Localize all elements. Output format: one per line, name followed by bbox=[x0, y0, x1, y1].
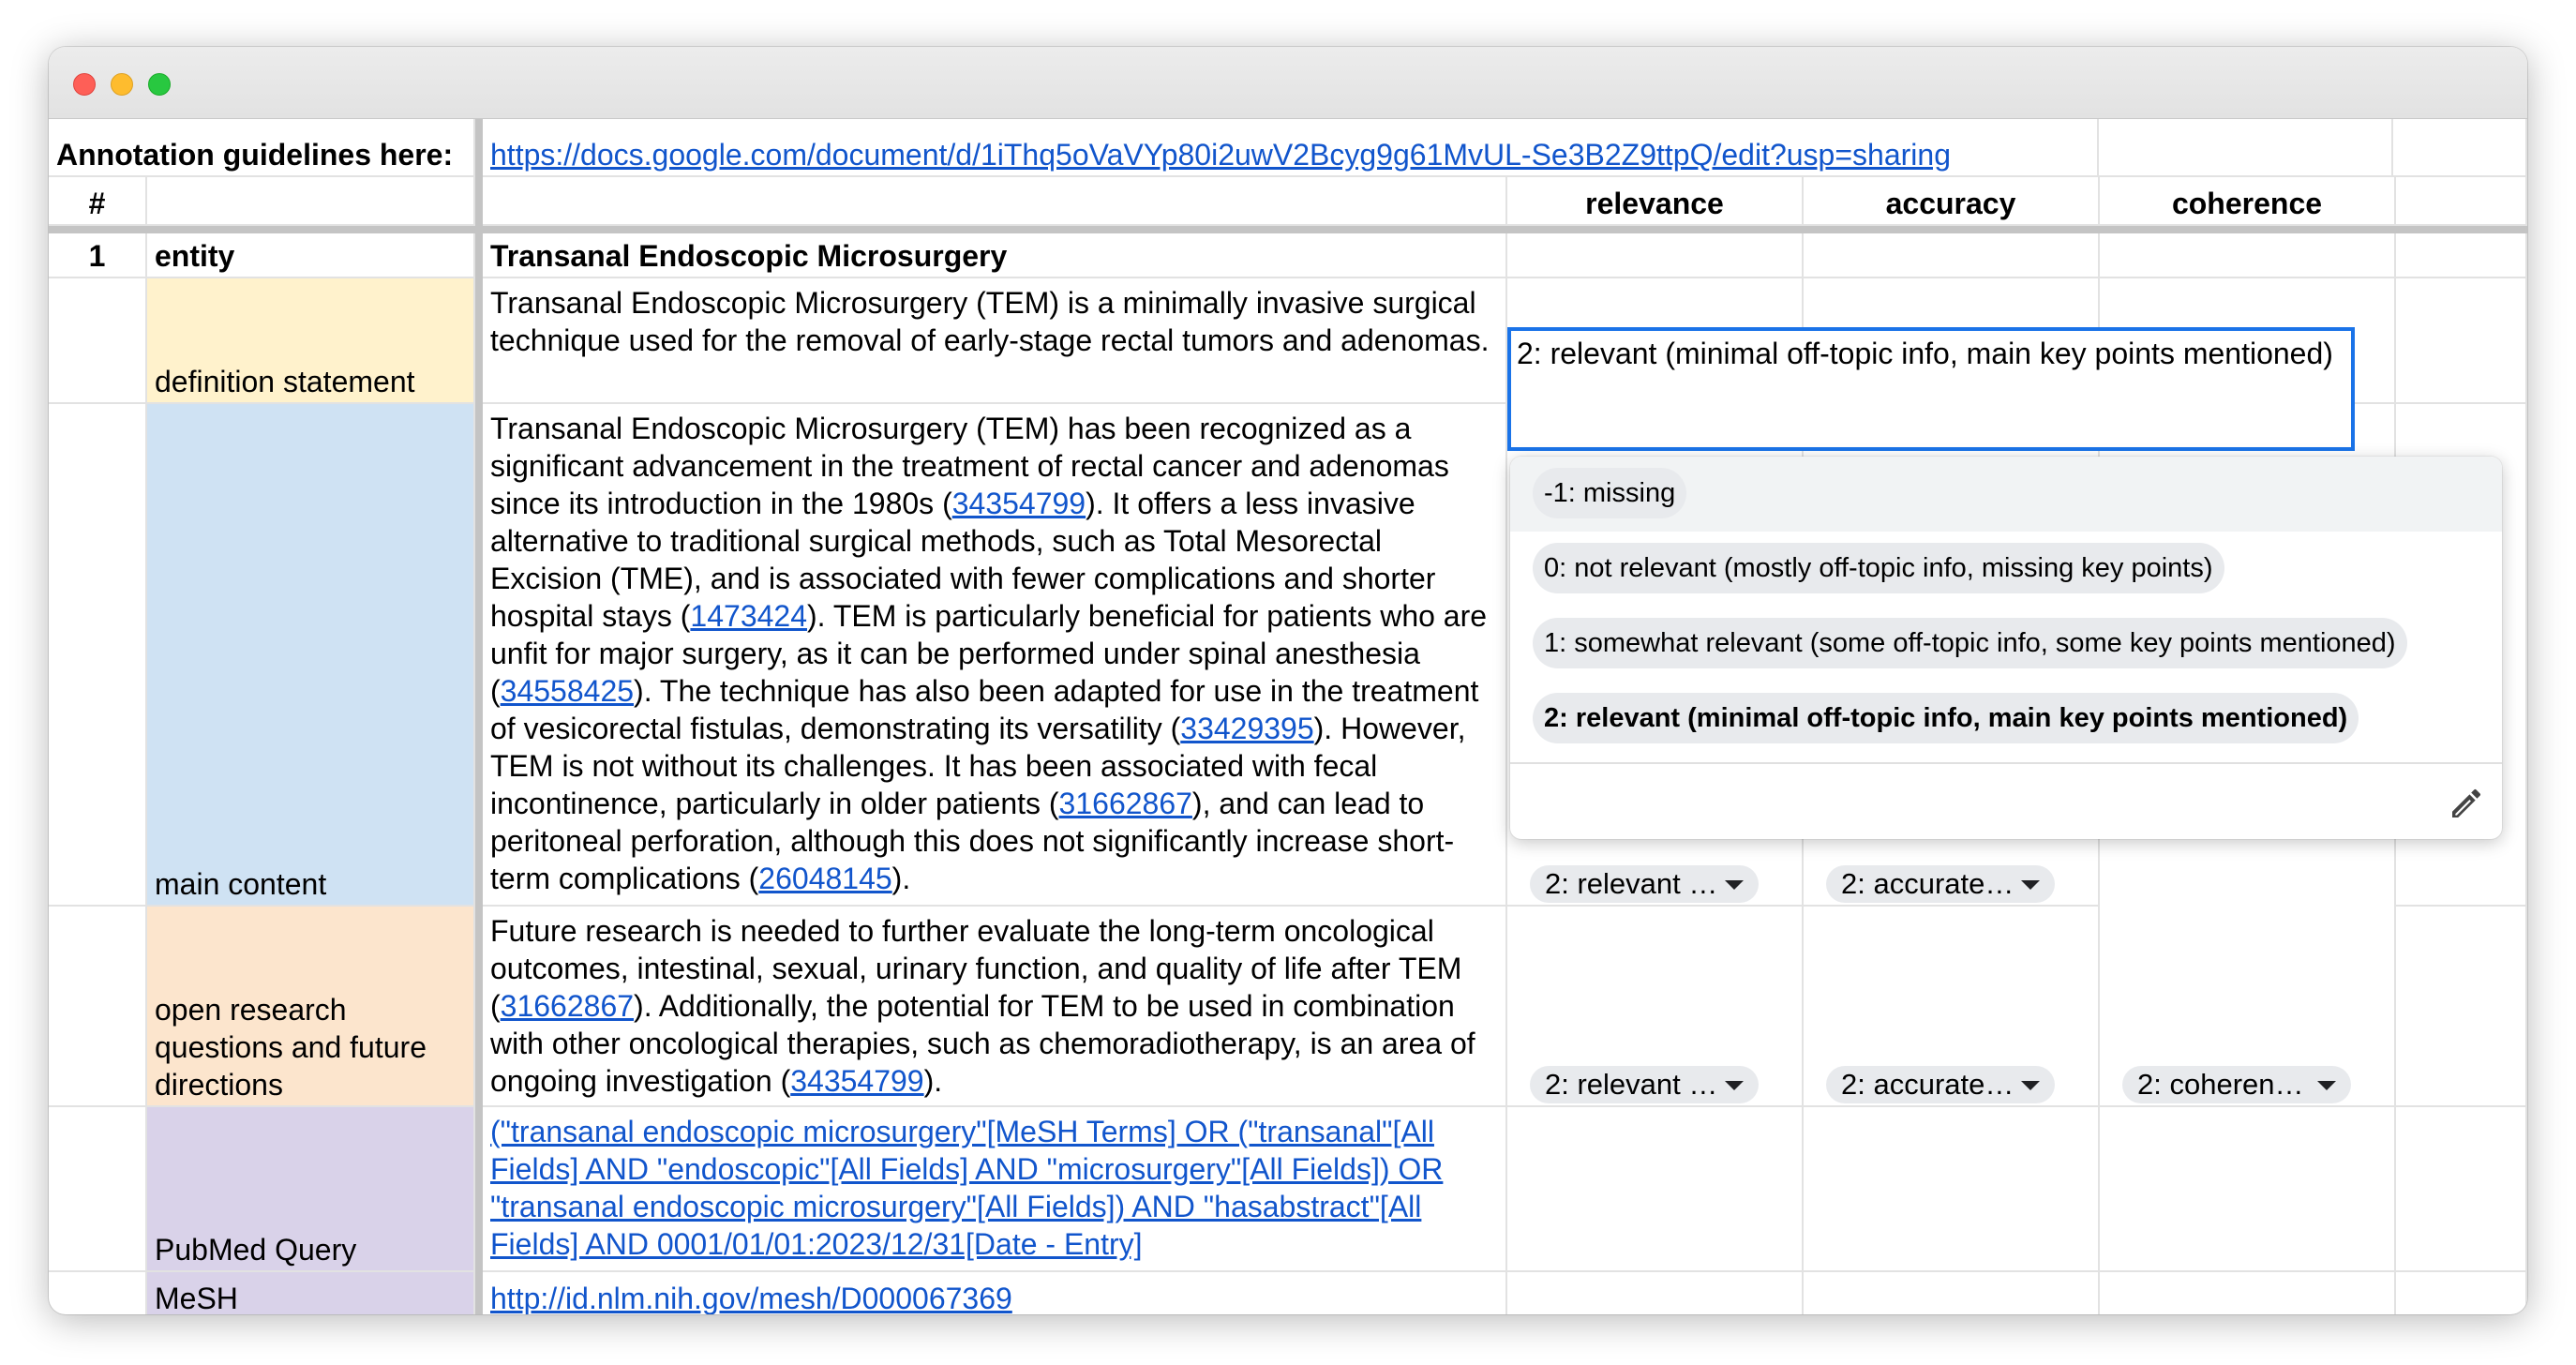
open-relevance-dropdown-chip[interactable]: 2: relevant … bbox=[1530, 1066, 1759, 1103]
option-missing[interactable]: -1: missing bbox=[1533, 468, 1686, 518]
row-number[interactable]: 1 bbox=[49, 233, 147, 278]
pmid-link[interactable]: 31662867 bbox=[1058, 787, 1192, 820]
header-coherence[interactable]: coherence bbox=[2100, 177, 2396, 226]
empty-cell[interactable] bbox=[2396, 1272, 2527, 1314]
empty-cell[interactable] bbox=[1507, 1272, 1804, 1314]
frozen-row-divider[interactable] bbox=[49, 226, 2527, 233]
pmid-link[interactable]: 31662867 bbox=[500, 989, 635, 1023]
frozen-column-divider[interactable] bbox=[475, 119, 483, 1314]
guidelines-link[interactable]: https://docs.google.com/document/d/1iThq5oVaVYp80i2uwV2Bcyg9g61MvUL-Se3B2Z9ttpQ/edit?usp=sharing bbox=[490, 138, 1951, 172]
chevron-down-icon bbox=[1725, 880, 1744, 890]
empty-cell[interactable] bbox=[483, 177, 1507, 226]
empty-cell[interactable] bbox=[49, 404, 147, 907]
empty-cell[interactable] bbox=[2396, 278, 2527, 404]
guidelines-label-cell[interactable] bbox=[49, 119, 475, 177]
empty-cell[interactable] bbox=[2396, 233, 2527, 278]
empty-cell[interactable] bbox=[2396, 907, 2527, 1107]
empty-cell[interactable] bbox=[49, 278, 147, 404]
empty-cell[interactable] bbox=[2396, 177, 2527, 226]
empty-cell[interactable] bbox=[49, 1107, 147, 1272]
guidelines-label: Annotation guidelines here: bbox=[56, 138, 454, 172]
relevance-options-dropdown bbox=[1510, 457, 2502, 839]
dropdown-option-row[interactable] bbox=[1510, 607, 2502, 682]
empty-cell[interactable] bbox=[1804, 1107, 2100, 1272]
chevron-down-icon bbox=[1725, 1081, 1744, 1090]
title-bar bbox=[49, 47, 2527, 119]
active-cell-editor[interactable]: 2: relevant (minimal off-topic info, main key points mentioned) bbox=[1507, 327, 2355, 451]
pmid-link[interactable]: 34354799 bbox=[951, 487, 1086, 520]
minimize-window-button[interactable] bbox=[111, 73, 133, 96]
header-accuracy[interactable]: accuracy bbox=[1804, 177, 2100, 226]
header-relevance[interactable]: relevance bbox=[1507, 177, 1804, 226]
definition-label-cell[interactable]: definition statement bbox=[147, 278, 475, 404]
pmid-link[interactable]: 34354799 bbox=[790, 1064, 924, 1098]
main-content-text-cell[interactable]: Transanal Endoscopic Microsurgery (TEM) has been recognized as a significant advancement in the treatment of rectal cancer and adenomas since its introduction in the 1980s (34354799). It offers a less invasive alternative to traditional surgical methods, such as Total Mesorectal Excision (TME), and is associated with fewer complications and shorter hospital stays (1473424). TEM is particularly beneficial for patients who are unfit for major surgery, as it can be performed under spinal anesthesia (34558425). The technique has also been adapted for use in the treatment of vesicorectal fistulas, demonstrating its versatility (33429395). However, TEM is not without its challenges. It has been associated with fecal incontinence, particularly in older patients (31662867), and can lead to peritoneal perforation, although this does not significantly increase short-term complications (26048145). bbox=[483, 404, 1507, 907]
pmid-link[interactable]: 34558425 bbox=[500, 674, 635, 708]
empty-cell[interactable] bbox=[1804, 1272, 2100, 1314]
empty-cell[interactable] bbox=[49, 907, 147, 1107]
spreadsheet-grid bbox=[49, 119, 2527, 1314]
empty-cell[interactable] bbox=[2393, 119, 2527, 177]
dropdown-divider bbox=[1510, 762, 2502, 764]
option-somewhat-relevant[interactable]: 1: somewhat relevant (some off-topic info, some key points mentioned) bbox=[1533, 618, 2407, 668]
open-research-text-cell[interactable]: Future research is needed to further evaluate the long-term oncological outcomes, intestinal, sexual, urinary function, and quality of life after TEM (31662867). Additionally, the potential for TEM to be used in combination with other oncological therapies, such as chemoradiotherapy, is an area of ongoing investigation (34354799). bbox=[483, 907, 1507, 1107]
pencil-icon[interactable] bbox=[2448, 785, 2485, 822]
entity-name-cell[interactable]: Transanal Endoscopic Microsurgery bbox=[483, 233, 1507, 278]
chevron-down-icon bbox=[2021, 1081, 2040, 1090]
guidelines-url-cell[interactable] bbox=[483, 119, 2149, 177]
main-relevance-dropdown-chip[interactable]: 2: relevant … bbox=[1530, 865, 1759, 903]
empty-cell[interactable] bbox=[1507, 233, 1804, 278]
empty-cell[interactable] bbox=[2100, 1272, 2396, 1314]
mesh-link[interactable]: http://id.nlm.nih.gov/mesh/D000067369 bbox=[490, 1282, 1012, 1314]
empty-cell[interactable] bbox=[2100, 233, 2396, 278]
open-accuracy-dropdown-chip[interactable]: 2: accurate… bbox=[1826, 1066, 2055, 1103]
entity-label-cell[interactable]: entity bbox=[147, 233, 475, 278]
empty-cell[interactable] bbox=[2097, 119, 2393, 177]
pmid-link[interactable]: 26048145 bbox=[758, 862, 892, 895]
dropdown-option-row[interactable] bbox=[1510, 532, 2502, 607]
open-coherence-dropdown-chip[interactable]: 2: coheren… bbox=[2122, 1066, 2351, 1103]
pubmed-query-cell[interactable] bbox=[483, 1107, 1507, 1272]
app-window bbox=[49, 47, 2527, 1314]
main-content-label-cell[interactable]: main content bbox=[147, 404, 475, 907]
empty-cell[interactable] bbox=[2100, 1107, 2396, 1272]
chevron-down-icon bbox=[2317, 1081, 2336, 1090]
dropdown-option-row[interactable] bbox=[1510, 682, 2502, 757]
zoom-window-button[interactable] bbox=[148, 73, 171, 96]
option-not-relevant[interactable]: 0: not relevant (mostly off-topic info, missing key points) bbox=[1533, 543, 2224, 593]
mesh-label-cell[interactable]: MeSH bbox=[147, 1272, 475, 1314]
header-num[interactable]: # bbox=[49, 177, 147, 226]
empty-cell[interactable] bbox=[1804, 233, 2100, 278]
empty-cell[interactable] bbox=[1507, 1107, 1804, 1272]
definition-text-cell[interactable]: Transanal Endoscopic Microsurgery (TEM) is a minimally invasive surgical technique used for the removal of early-stage rectal tumors and adenomas. bbox=[483, 278, 1507, 404]
dropdown-option-row[interactable] bbox=[1510, 457, 2502, 532]
chevron-down-icon bbox=[2021, 880, 2040, 890]
close-window-button[interactable] bbox=[73, 73, 96, 96]
option-relevant[interactable]: 2: relevant (minimal off-topic info, main key points mentioned) bbox=[1533, 693, 2359, 743]
open-research-label-cell[interactable]: open research questions and future directions bbox=[147, 907, 475, 1107]
pubmed-label-cell[interactable]: PubMed Query bbox=[147, 1107, 475, 1272]
empty-cell[interactable] bbox=[49, 1272, 147, 1314]
empty-cell[interactable] bbox=[147, 177, 475, 226]
pmid-link[interactable]: 33429395 bbox=[1180, 712, 1314, 745]
pmid-link[interactable]: 1473424 bbox=[690, 599, 807, 633]
mesh-url-cell[interactable] bbox=[483, 1272, 1507, 1314]
empty-cell[interactable] bbox=[2396, 1107, 2527, 1272]
main-accuracy-dropdown-chip[interactable]: 2: accurate… bbox=[1826, 865, 2055, 903]
pubmed-query-link[interactable]: ("transanal endoscopic microsurgery"[MeSH Terms] OR ("transanal"[All Fields] AND "endoscopic"[All Fields] AND "microsurgery"[All Fields]) OR "transanal endoscopic microsurgery"[All Fields]) AND "hasabstract"[All Fields] AND 0001/01/01:2023/12/31[Date - Entry] bbox=[490, 1115, 1444, 1261]
